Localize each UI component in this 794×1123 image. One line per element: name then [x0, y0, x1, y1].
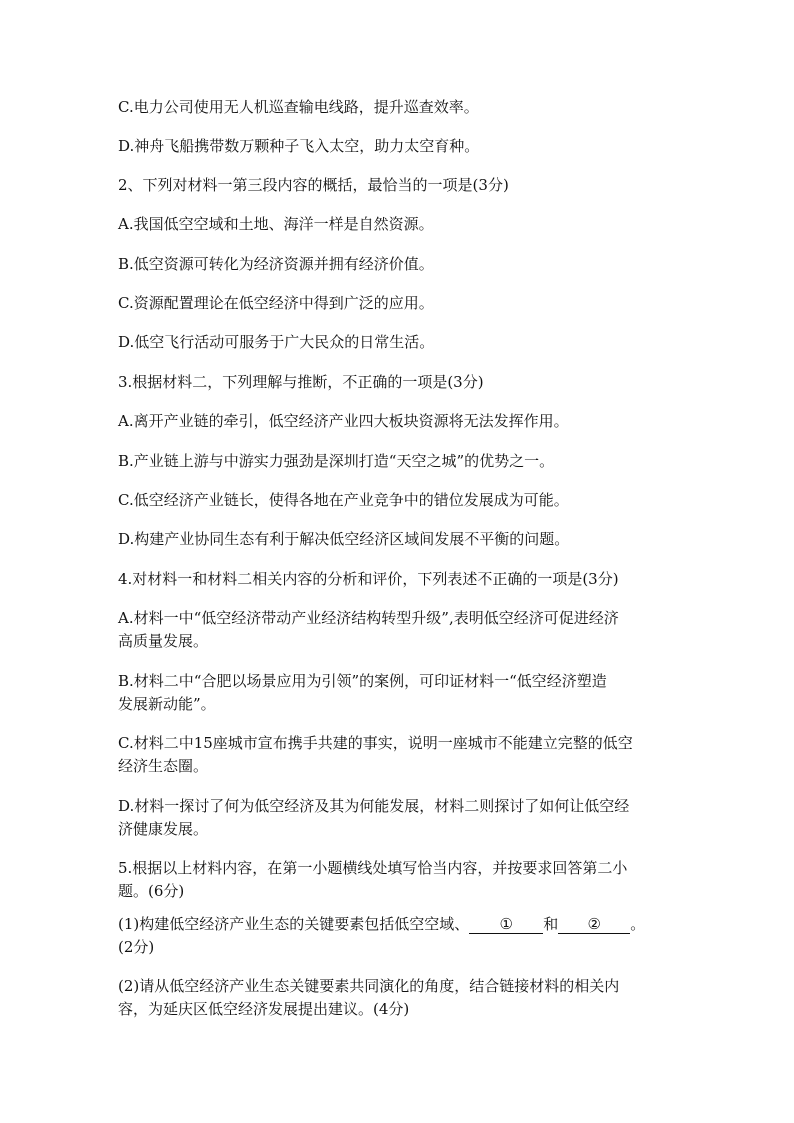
q4-option-c-line1: C.材料二中15座城市宣布携手共建的事实，说明一座城市不能建立完整的低空 [118, 734, 633, 752]
q5-sub2-line2: 容，为延庆区低空经济发展提出建议。(4分) [118, 1000, 410, 1018]
q5-stem-line2: 题。(6分) [118, 882, 185, 900]
q4-option-d-line1: D.材料一探讨了何为低空经济及其为何能发展，材料二则探讨了如何让低空经 [118, 797, 630, 815]
q4-stem: 4.对材料一和材料二相关内容的分析和评价，下列表述不正确的一项是(3分) [118, 570, 619, 588]
q5-sub2-line1: (2)请从低空经济产业生态关键要素共同演化的角度，结合链接材料的相关内 [118, 977, 620, 995]
q4-option-a-line2: 高质量发展。 [118, 632, 209, 650]
q3-option-c: C.低空经济产业链长，使得各地在产业竞争中的错位发展成为可能。 [118, 491, 569, 509]
q2-option-b: B.低空资源可转化为经济资源并拥有经济价值。 [118, 255, 434, 273]
q5-blank-2[interactable]: ② [558, 915, 630, 934]
q4-option-b-line1: B.材料二中“合肥以场景应用为引领”的案例，可印证材料一“低空经济塑造 [118, 672, 607, 690]
q2-option-c: C.资源配置理论在低空经济中得到广泛的应用。 [118, 294, 434, 312]
q5-sub1-connector: 和 [543, 915, 559, 933]
q5-sub1-line [118, 912, 678, 936]
q5-blank-1[interactable]: ① [469, 915, 543, 934]
q3-option-b: B.产业链上游与中游实力强劲是深圳打造“天空之城”的优势之一。 [118, 452, 555, 470]
q1-option-c: C.电力公司使用无人机巡查输电线路，提升巡查效率。 [118, 98, 479, 116]
q1-option-d: D.神舟飞船携带数万颗种子飞入太空，助力太空育种。 [118, 137, 480, 155]
q5-sub1-score: (2分) [118, 938, 155, 956]
q4-option-a-line1: A.材料一中“低空经济带动产业经济结构转型升级”,表明低空经济可促进经济 [118, 609, 619, 627]
q2-option-d: D.低空飞行活动可服务于广大民众的日常生活。 [118, 333, 435, 351]
q4-option-c-line2: 经济生态圈。 [118, 757, 209, 775]
q3-option-d: D.构建产业协同生态有利于解决低空经济区域间发展不平衡的问题。 [118, 530, 570, 548]
q2-stem: 2、下列对材料一第三段内容的概括，最恰当的一项是(3分) [118, 176, 509, 194]
q3-option-a: A.离开产业链的牵引，低空经济产业四大板块资源将无法发挥作用。 [118, 412, 569, 430]
q5-sub1-end: 。 [630, 915, 646, 933]
q4-option-d-line2: 济健康发展。 [118, 820, 209, 838]
q4-option-b-line2: 发展新动能”。 [118, 695, 216, 713]
q5-sub1-prefix: (1)构建低空经济产业生态的关键要素包括低空空域、 [118, 915, 470, 933]
q2-option-a: A.我国低空空域和土地、海洋一样是自然资源。 [118, 215, 434, 233]
q5-stem-line1: 5.根据以上材料内容，在第一小题横线处填写恰当内容，并按要求回答第二小 [118, 859, 628, 877]
q3-stem: 3.根据材料二，下列理解与推断，不正确的一项是(3分) [118, 373, 484, 391]
